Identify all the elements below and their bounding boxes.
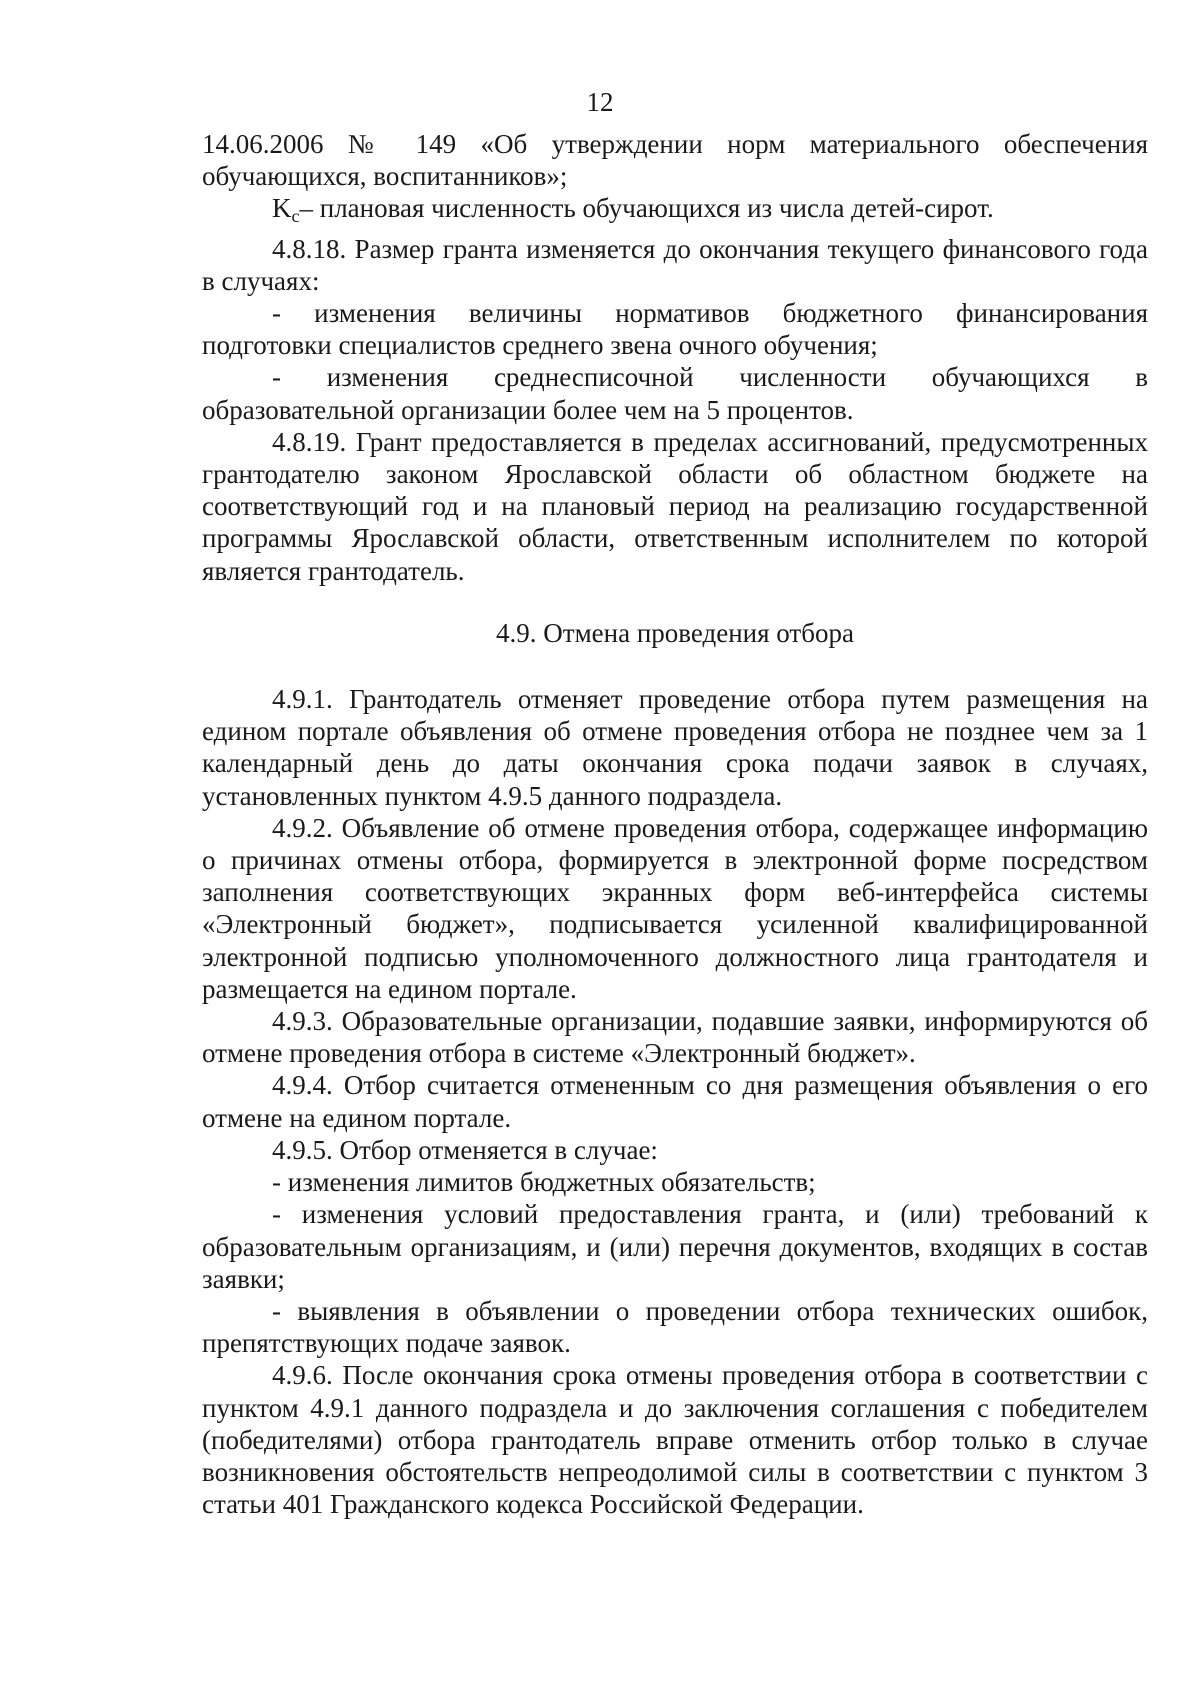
paragraph-4-9-5: 4.9.5. Отбор отменяется в случае:: [272, 1134, 658, 1165]
section-heading: 4.9. Отмена проведения отбора: [496, 617, 854, 648]
paragraph-list-item: - изменения величины нормативов бюджетного финансирования подготовки специалистов среднего звена очного обучения;: [202, 298, 1148, 361]
paragraph-list-item: - выявления в объявлении о проведении отбора технических ошибок, препятствующих подаче заявок.: [202, 1295, 1148, 1359]
paragraph-4-9-6: 4.9.6. После окончания срока отмены проведения отбора в соответствии с пунктом 4.9.1 данного подраздела и до заключения соглашения с победителем (победителями) отбора грантодатель вправе отменить отбор только в случае возникновения обстоятельств непреодолимой силы в соответствии с пунктом 3 статьи 401 Гражданского кодекса Российской Федерации.: [202, 1360, 1148, 1520]
paragraph-4-9-2: 4.9.2. Объявление об отмене проведения отбора, содержащее информацию о причинах отмены отбора, формируется в электронной форме посредством заполнения соответствующих экранных форм веб-интерфейса системы «Электронный бюджет», подписывается усиленной квалифицированной электронной подписью уполномоченного должностного лица грантодателя и размещается на едином портале.: [202, 812, 1148, 1004]
kc-symbol: Kc: [272, 193, 300, 227]
paragraph-legal-reference: 14.06.2006 № 149 «Об утверждении норм материального обеспечения обучающихся, воспитанников»;: [202, 129, 1148, 192]
paragraph-list-item: - изменения лимитов бюджетных обязательств;: [272, 1167, 816, 1198]
paragraph-list-item: - изменения среднесписочной численности обучающихся в образовательной организации более чем на 5 процентов.: [202, 362, 1148, 425]
paragraph-4-8-19: 4.8.19. Грант предоставляется в пределах ассигнований, предусмотренных грантодателю законом Ярославской области об областном бюджете на соответствующий год и на плановый период на реализацию государственной программы Ярославской области, ответственным исполнителем по которой является грантодатель.: [202, 426, 1148, 586]
document-body: [202, 128, 1148, 1520]
paragraph-4-9-3: 4.9.3. Образовательные организации, подавшие заявки, информируются об отмене проведения отбора в системе «Электронный бюджет».: [202, 1006, 1148, 1069]
paragraph-4-8-18: 4.8.18. Размер гранта изменяется до окончания текущего финансового года в случаях:: [202, 233, 1148, 296]
paragraph-4-9-1: 4.9.1. Грантодатель отменяет проведение отбора путем размещения на едином портале объявления об отмене проведения отбора не позднее чем за 1 календарный день до даты окончания срока подачи заявок в случаях, установленных пунктом 4.9.5 данного подраздела.: [202, 684, 1148, 811]
paragraph-4-9-4: 4.9.4. Отбор считается отмененным со дня размещения объявления о его отмене на едином портале.: [202, 1070, 1148, 1133]
paragraph-list-item: - изменения условий предоставления гранта, и (или) требований к образовательным организациям, и (или) перечня документов, входящих в состав заявки;: [202, 1199, 1148, 1294]
paragraph-kc-definition: Kc– плановая численность обучающихся из числа детей-сирот.: [272, 193, 994, 227]
page-number: 12: [586, 87, 614, 117]
